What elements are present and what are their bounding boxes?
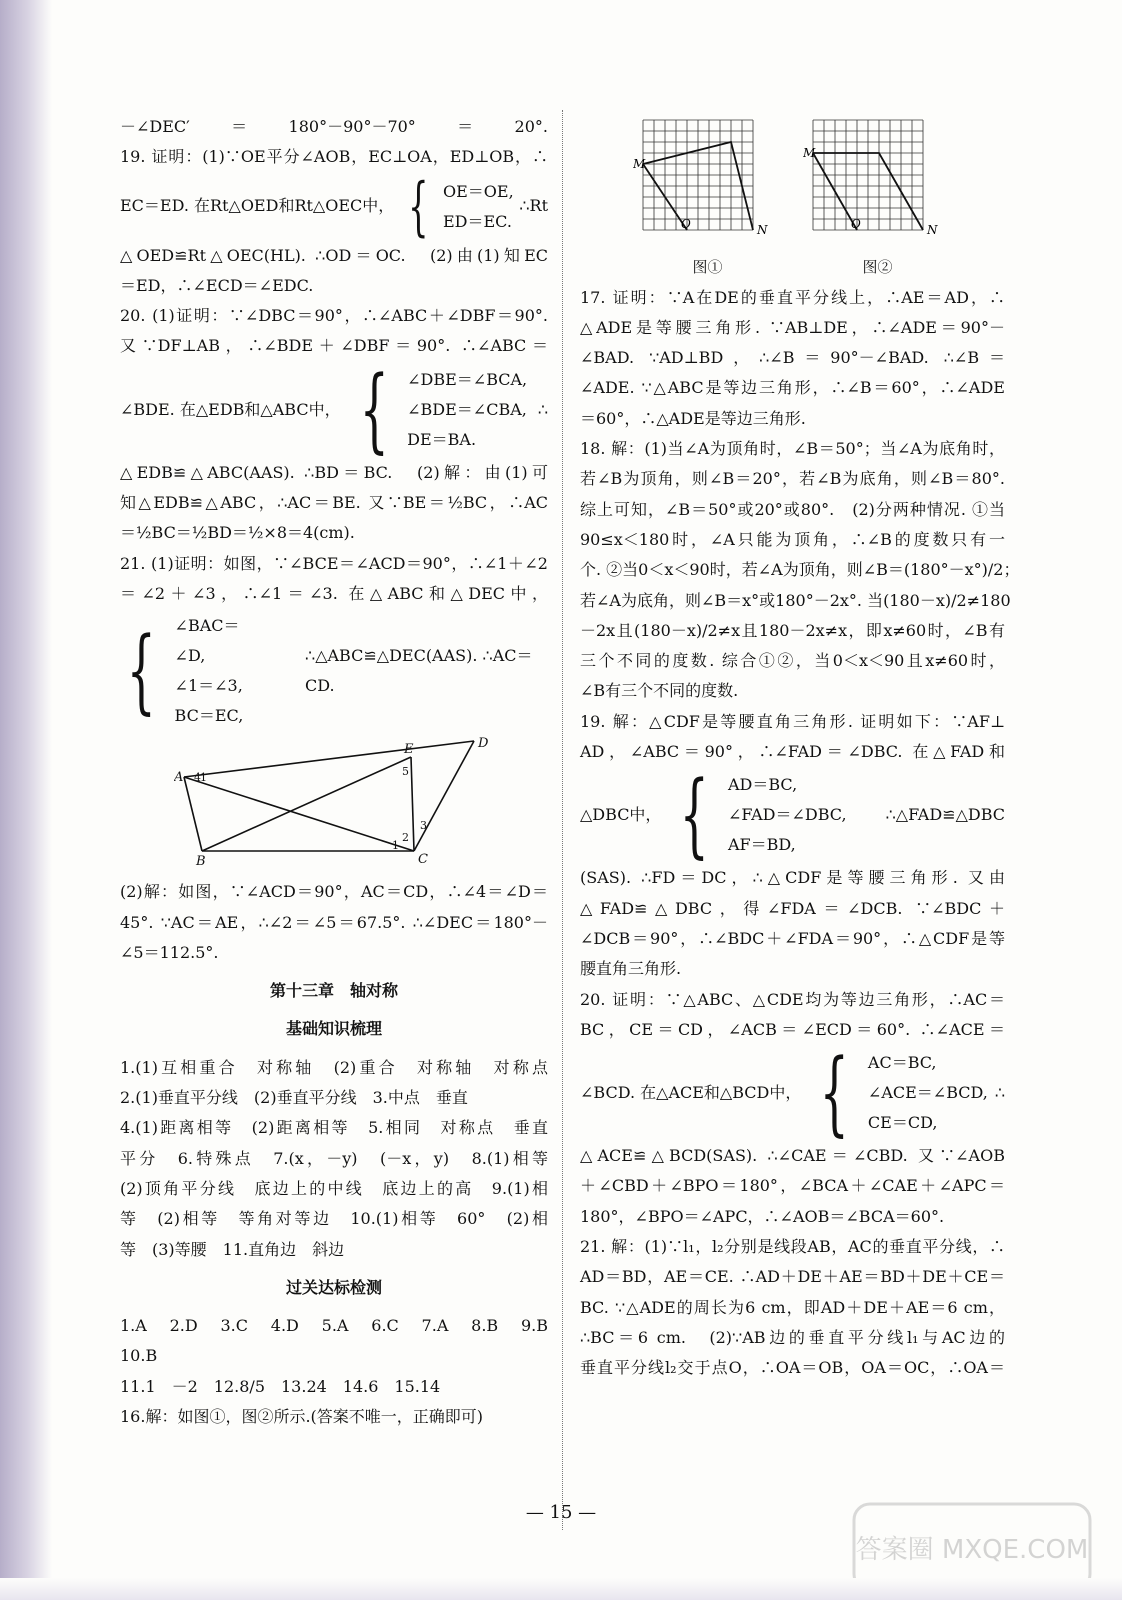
condition: AC＝BC, <box>867 1053 937 1073</box>
segment-ec <box>411 757 414 851</box>
text-line: AD，∠ABC＝90°，∴∠FAD＝∠DBC. 在△FAD和 <box>580 742 1005 762</box>
equation-system <box>580 761 1005 869</box>
text-line: 21. 解：(1)∵l₁，l₂分别是线段AB，AC的垂直平分线，∴ <box>580 1237 1005 1257</box>
text-fragment: ∴ <box>994 1082 1005 1102</box>
text-line: 综上可知，∠B＝50°或20°或80°. (2)分两种情况. ①当 <box>580 499 1005 519</box>
text-line: 17. 证明：∵A在DE的垂直平分线上，∴AE＝AD，∴ <box>580 287 1005 307</box>
brace-glyph: { <box>408 169 429 244</box>
condition: ∠DBE＝∠BCA, <box>407 369 528 389</box>
text-line: 20. 证明：∵△ABC、△CDE均为等边三角形，∴AC＝ <box>580 989 1005 1009</box>
text-line: ＝∠2＋∠3，∴∠1＝∠3. 在△ABC和△DEC中， <box>120 583 548 603</box>
condition: ∠ACE＝∠BCD, <box>867 1083 988 1103</box>
label-n: N <box>756 223 767 237</box>
grid-figure-2 <box>803 118 953 242</box>
figure-1 <box>633 118 783 283</box>
text-line: 又∵DF⊥AB，∴∠BDE＋∠DBF＝90°. ∴∠ABC＝ <box>120 336 548 356</box>
angle-label-1: 1 <box>392 839 399 853</box>
text-line: AD＝BD，AE＝CE. ∴AD＋DE＋AE＝BD＋DE＋CE＝ <box>580 1267 1005 1287</box>
equation-system <box>120 611 548 731</box>
condition: ∠1＝∠3, <box>174 676 243 696</box>
watermark-text: 答案圈 MXQE.COM <box>855 1535 1089 1565</box>
equation-system <box>120 355 548 463</box>
text-line: 4.(1)距离相等 (2)距离相等 5.相同 对称点 垂直 <box>120 1118 548 1138</box>
column-divider <box>562 110 563 1530</box>
text-line: EC＝ED. 在Rt△OED和Rt△OEC中， <box>120 196 395 216</box>
grid-figure-1 <box>633 118 783 242</box>
text-line: 知△EDB≌△ABC，∴AC＝BE. 又∵BE＝½BC，∴AC <box>120 493 548 513</box>
label-a: A <box>174 770 184 786</box>
text-fragment: ∴ <box>537 399 548 419</box>
text-line: 11.1 －2 12.8/5 13.24 14.6 15.14 <box>120 1376 441 1396</box>
segment-ac <box>184 777 414 851</box>
figure-caption: 图① <box>692 258 723 277</box>
condition: ∠BAC＝∠D, <box>174 616 240 666</box>
label-m: M <box>632 157 645 171</box>
equation-system <box>580 1039 1005 1147</box>
text-line: ＝ED，∴∠ECD＝∠EDC. <box>120 275 314 295</box>
text-line: 三个不同的度数. 综合①②，当0＜x＜90且x≠60时， <box>580 651 1005 671</box>
text-line: 2.(1)垂直平分线 (2)垂直平分线 3.中点 垂直 <box>120 1088 468 1108</box>
text-line: ∴BC＝6 cm. (2)∵AB边的垂直平分线l₁与AC边的 <box>580 1327 1005 1347</box>
text-line: △DBC中， <box>580 805 662 825</box>
text-line: ∠BDE. 在△EDB和△ABC中， <box>120 399 341 419</box>
text-line: (2)顶角平分线 底边上的中线 底边上的高 9.(1)相 <box>120 1178 548 1198</box>
text-line: △OED≌Rt△OEC(HL). ∴OD＝OC. (2)由(1)知EC <box>120 245 548 265</box>
segment-dc <box>414 741 474 851</box>
brace-glyph: { <box>126 617 156 725</box>
text-line: ∠ADE. ∵△ABC是等边三角形，∴∠B＝60°，∴∠ADE <box>580 378 1005 398</box>
text-line: 21. (1)证明：如图，∵∠BCE＝∠ACD＝90°，∴∠1＋∠2 <box>120 553 548 573</box>
text-line: ∠5＝112.5°. <box>120 942 219 962</box>
section-title: 过关达标检测 <box>285 1277 382 1297</box>
text-line: ＝½BC＝½BD＝½×8＝4(cm). <box>120 523 355 543</box>
brace-glyph: { <box>819 1039 850 1147</box>
label-n: N <box>926 223 937 237</box>
text-fragment: ∴Rt <box>519 196 548 216</box>
condition: ED＝EC. <box>442 211 512 231</box>
label-c: C <box>418 852 428 868</box>
text-line: ＝60°，∴△ADE是等边三角形. <box>580 408 806 428</box>
text-line: 垂直平分线l₂交于点O，∴OA＝OB，OA＝OC，∴OA＝ <box>580 1358 1005 1378</box>
angle-label-5: 5 <box>402 765 409 779</box>
angle-label-4: 4 <box>194 771 201 785</box>
chapter-title: 第十三章 轴对称 <box>269 981 398 1001</box>
text-line: 等 (2)相等 等角对等边 10.(1)相等 60° (2)相 <box>120 1209 548 1229</box>
text-line: BC，CE＝CD，∠ACB＝∠ECD＝60°. ∴∠ACE＝ <box>580 1019 1005 1039</box>
condition: OE＝OE, <box>442 181 514 201</box>
segment-ab <box>184 777 202 851</box>
text-line: －2x且(180－x)/2≠x且180－2x≠x，即x≠60时，∠B有 <box>580 620 1005 640</box>
text-line: 1.A 2.D 3.C 4.D 5.A 6.C 7.A 8.B 9.B <box>120 1316 548 1336</box>
page-number: — 15 — <box>525 1502 597 1523</box>
text-line: 90≤x＜180时，∠A只能为顶角，∴∠B的度数只有一 <box>580 529 1005 549</box>
angle-label-1-at-a: 1 <box>200 771 207 785</box>
condition: AF＝BD, <box>727 835 796 855</box>
text-line: 20. (1)证明：∵∠DBC＝90°，∴∠ABC＋∠DBF＝90°. <box>120 306 548 326</box>
text-line: 10.B <box>120 1346 158 1366</box>
condition: BC＝EC, <box>174 706 244 726</box>
text-line: 个. ②当0＜x＜90时，若∠A为顶角，则∠B＝(180°－x°)/2； <box>580 560 1020 580</box>
text-line: 等 (3)等腰 11.直角边 斜边 <box>120 1239 345 1259</box>
equation-system <box>120 169 548 244</box>
text-line: ＋∠CBD＋∠BPO＝180°，∠BCA＋∠CAE＋∠APC＝ <box>580 1176 1005 1196</box>
text-line: 19. 解：△CDF是等腰直角三角形. 证明如下：∵AF⊥ <box>580 711 1005 731</box>
left-column <box>120 112 548 1432</box>
angle-label-3: 3 <box>420 819 427 833</box>
text-line: ∠BCD. 在△ACE和△BCD中， <box>580 1082 802 1102</box>
label-d: D <box>478 737 489 752</box>
condition: CE＝CD, <box>867 1113 938 1133</box>
condition: DE＝BA. <box>407 429 477 449</box>
angle-label-2: 2 <box>402 831 409 845</box>
brace-glyph: { <box>680 761 710 869</box>
label-b: B <box>196 854 206 868</box>
text-line: 若∠B为顶角，则∠B＝20°，若∠B为底角，则∠B＝80°. <box>580 469 1005 489</box>
text-line: 180°，∠BPO＝∠APC，∴∠AOB＝∠BCA＝60°. <box>580 1206 945 1226</box>
text-line: 若∠A为底角，则∠B＝x°或180°－2x°. 当(180－x)/2≠180 <box>580 590 1011 610</box>
text-line: －∠DEC′＝180°－90°－70°＝20°. <box>120 117 548 136</box>
scan-bottom-edge <box>0 1578 1122 1600</box>
text-line: 平分 6.特殊点 7.(x，－y) (－x，y) 8.(1)相等 <box>120 1148 548 1168</box>
text-fragment: ∴△FAD≌△DBC <box>885 805 1005 825</box>
text-line: 18. 解：(1)当∠A为顶角时，∠B＝50°；当∠A为底角时， <box>580 439 1005 459</box>
figure-2 <box>803 118 953 283</box>
text-line: ∠B有三个不同的度数. <box>580 681 739 701</box>
section-title: 基础知识梳理 <box>285 1019 382 1039</box>
text-line: 腰直角三角形. <box>580 959 682 979</box>
text-line: △FAD≌△DBC，得∠FDA＝∠DCB. ∵∠BDC＋ <box>580 898 1005 918</box>
text-line: 1.(1)互相重合 对称轴 (2)重合 对称轴 对称点 <box>120 1057 548 1077</box>
text-line: △ACE≌△BCD(SAS). ∴∠CAE＝∠CBD. 又∵∠AOB <box>580 1146 1005 1166</box>
brace-glyph: { <box>359 355 389 463</box>
label-o: O <box>850 217 861 231</box>
text-line: △EDB≌△ABC(AAS). ∴BD＝BC. (2)解：由(1)可 <box>120 462 548 482</box>
text-line: (2)解：如图，∵∠ACD＝90°，AC＝CD，∴∠4＝∠D＝ <box>120 882 548 902</box>
text-line: ∠BAD. ∵AD⊥BD，∴∠B＝90°－∠BAD. ∴∠B＝ <box>580 348 1005 368</box>
segment-ad <box>184 741 474 777</box>
right-column <box>580 118 1020 1384</box>
text-line: 16.解：如图①，图②所示.(答案不唯一，正确即可) <box>120 1407 484 1427</box>
grid-figures <box>580 118 1005 283</box>
condition: ∠FAD＝∠DBC, <box>727 805 847 825</box>
text-line: △ADE是等腰三角形. ∵AB⊥DE，∴∠ADE＝90°－ <box>580 317 1005 337</box>
text-line: BC. ∵△ADE的周长为6 cm，即AD＋DE＋AE＝6 cm， <box>580 1297 1005 1317</box>
text-line: ∠DCB＝90°，∴∠BDC＋∠FDA＝90°，∴△CDF是等 <box>580 928 1005 948</box>
triangle-diagram <box>174 737 494 867</box>
text-line: (SAS). ∴FD＝DC，∴△CDF是等腰三角形. 又由 <box>580 868 1005 888</box>
label-m: M <box>802 146 815 160</box>
condition: ∠BDE＝∠CBA, <box>407 399 527 419</box>
text-line: 45°. ∵AC＝AE，∴∠2＝∠5＝67.5°. ∴∠DEC＝180°－ <box>120 912 548 932</box>
label-o: O <box>680 217 691 231</box>
figure-caption: 图② <box>862 258 893 277</box>
triangle-figure <box>120 737 548 867</box>
page-binding-shadow <box>0 0 52 1600</box>
text-line: 19. 证明：(1)∵OE平分∠AOB，EC⊥OA，ED⊥OB，∴ <box>120 147 548 167</box>
text-fragment: ∴△ABC≌△DEC(AAS). ∴AC＝CD. <box>305 645 533 696</box>
label-e: E <box>404 742 414 758</box>
condition: AD＝BC, <box>727 775 798 795</box>
